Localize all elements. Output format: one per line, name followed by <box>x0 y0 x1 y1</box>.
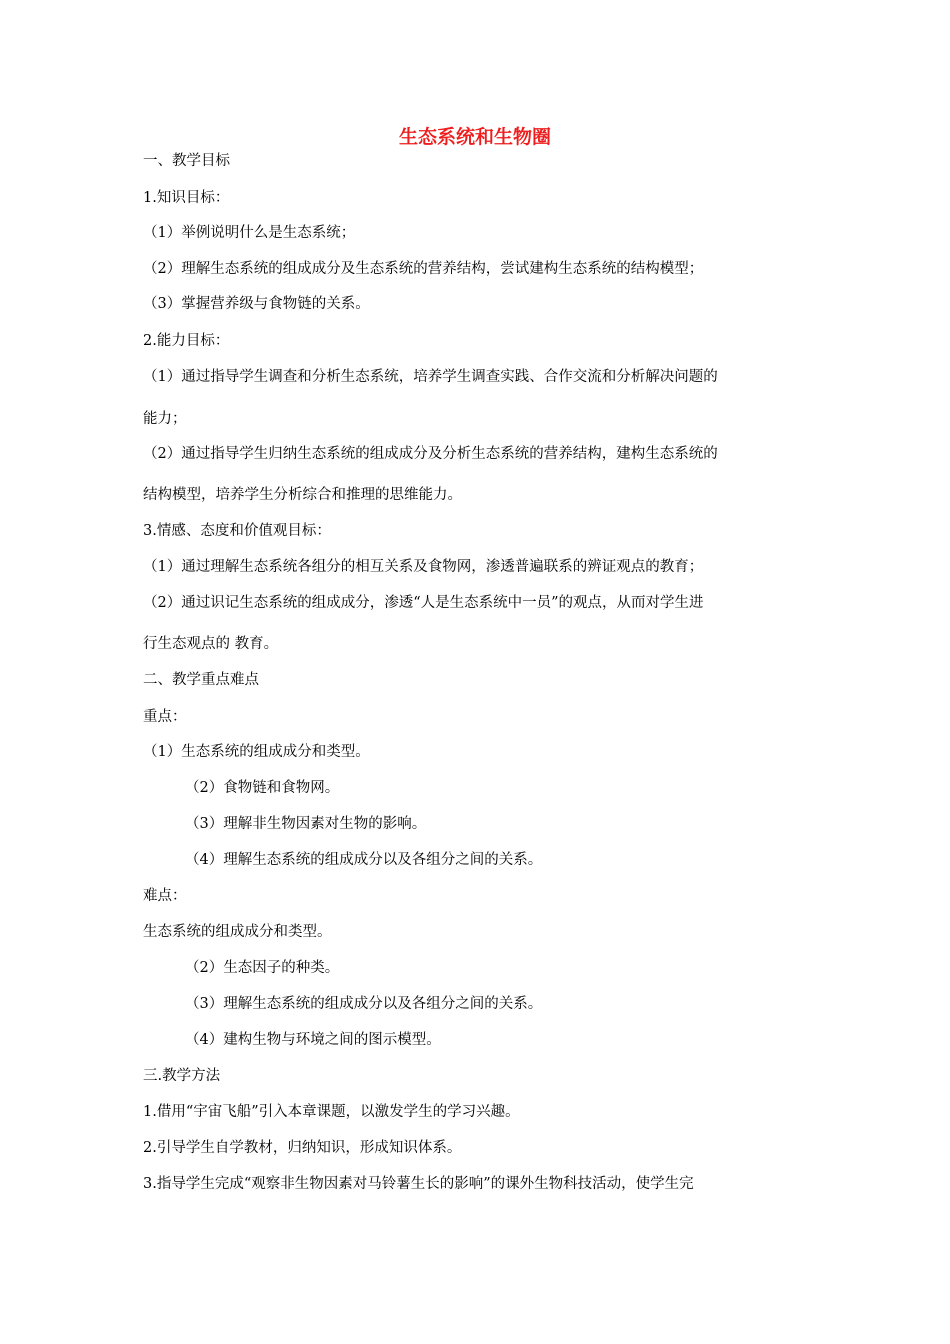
list-item: （3）理解非生物因素对生物的影响。 <box>185 816 427 832</box>
list-item-continuation: 行生态观点的 教育。 <box>143 636 279 652</box>
subheading-difficult: 难点： <box>143 888 187 904</box>
list-item: （3）掌握营养级与食物链的关系。 <box>143 296 370 312</box>
list-item: （2）通过指导学生归纳生态系统的组成成分及分析生态系统的营养结构，建构生态系统的 <box>143 446 718 462</box>
list-item: （2）通过识记生态系统的组成成分，渗透“人是生态系统中一员”的观点，从而对学生进 <box>143 595 704 611</box>
list-item: （1）通过指导学生调查和分析生态系统，培养学生调查实践、合作交流和分析解决问题的 <box>143 369 718 385</box>
list-item: （1）通过理解生态系统各组分的相互关系及食物网，渗透普遍联系的辨证观点的教育； <box>143 559 704 575</box>
subheading-key: 重点： <box>143 709 187 725</box>
list-item: （2）理解生态系统的组成成分及生态系统的营养结构，尝试建构生态系统的结构模型； <box>143 261 704 277</box>
subheading-ability: 2.能力目标： <box>143 333 230 349</box>
list-item: 2.引导学生自学教材，归纳知识，形成知识体系。 <box>143 1140 462 1156</box>
list-item-continuation: 能力； <box>143 411 187 427</box>
list-item: （3）理解生态系统的组成成分以及各组分之间的关系。 <box>185 996 543 1012</box>
subheading-values: 3.情感、态度和价值观目标： <box>143 523 331 539</box>
list-item: 1.借用“宇宙飞船”引入本章课题，以激发学生的学习兴趣。 <box>143 1104 520 1120</box>
list-item: 3.指导学生完成“观察非生物因素对马铃薯生长的影响”的课外生物科技活动，使学生完 <box>143 1176 694 1192</box>
subheading-knowledge: 1.知识目标： <box>143 190 230 206</box>
list-item: （1）举例说明什么是生态系统； <box>143 225 356 241</box>
section-heading-methods: 三.教学方法 <box>143 1068 221 1084</box>
list-item: （1）生态系统的组成成分和类型。 <box>143 744 370 760</box>
list-item: 生态系统的组成成分和类型。 <box>143 924 332 940</box>
list-item: （4）建构生物与环境之间的图示模型。 <box>185 1032 441 1048</box>
list-item: （2）食物链和食物网。 <box>185 780 340 796</box>
section-heading-objectives: 一、教学目标 <box>143 153 230 169</box>
section-heading-key-points: 二、教学重点难点 <box>143 672 259 688</box>
document-title: 生态系统和生物圈 <box>398 126 551 148</box>
list-item: （4）理解生态系统的组成成分以及各组分之间的关系。 <box>185 852 543 868</box>
list-item-continuation: 结构模型，培养学生分析综合和推理的思维能力。 <box>143 487 462 503</box>
list-item: （2）生态因子的种类。 <box>185 960 340 976</box>
